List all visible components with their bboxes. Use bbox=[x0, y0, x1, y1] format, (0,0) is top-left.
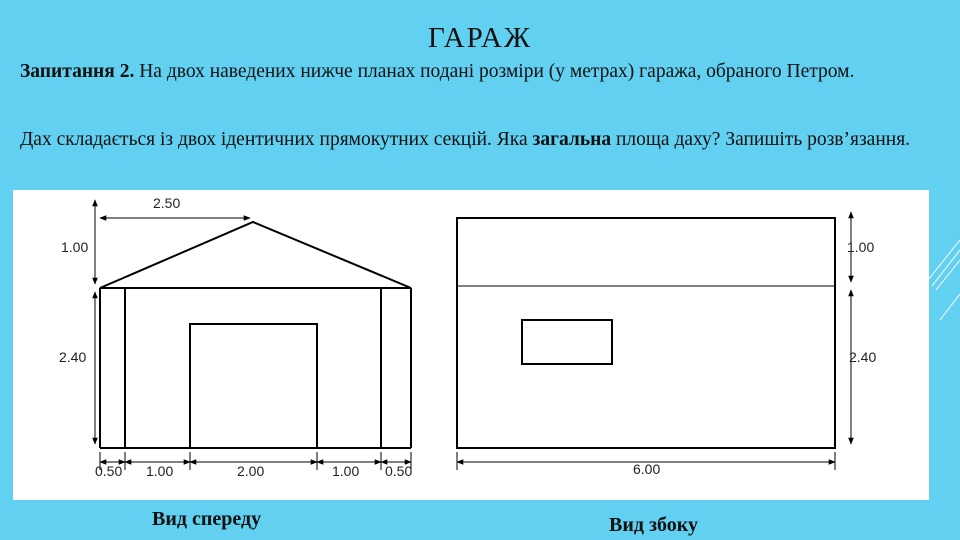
front-dim-roof-height: 1.00 bbox=[61, 239, 89, 255]
front-view-caption: Вид спереду bbox=[152, 508, 262, 530]
side-outline bbox=[457, 218, 835, 448]
roof-text-bold: загальна bbox=[532, 129, 612, 150]
front-dimension-lines bbox=[95, 200, 411, 470]
decorative-lines bbox=[928, 190, 960, 330]
front-dim-roof-width: 2.50 bbox=[153, 195, 181, 211]
front-dim-bottom-left-edge: 0.50 bbox=[95, 463, 123, 479]
front-dim-wall-height: 2.40 bbox=[59, 349, 87, 365]
front-dim-bottom-right-edge: 0.50 bbox=[385, 463, 413, 479]
side-window bbox=[522, 320, 612, 364]
question-label: Запитання 2. bbox=[20, 61, 135, 82]
front-roof-outline bbox=[100, 222, 411, 288]
front-left-wall bbox=[100, 288, 125, 448]
side-dim-wall-height: 2.40 bbox=[849, 349, 877, 365]
side-view-drawing bbox=[457, 218, 835, 448]
front-dim-bottom-left-wall: 1.00 bbox=[146, 463, 174, 479]
roof-question-paragraph bbox=[20, 126, 920, 154]
garage-door bbox=[190, 324, 317, 448]
question-paragraph bbox=[20, 58, 920, 86]
side-view-caption: Вид збоку bbox=[609, 514, 698, 536]
side-dim-roof-height: 1.00 bbox=[847, 239, 875, 255]
question-text: На двох наведених нижче планах подані розміри (у метрах) гаража, обраного Петром. bbox=[134, 61, 855, 82]
side-dimension-lines bbox=[457, 212, 851, 470]
garage-plans-figure bbox=[13, 190, 929, 500]
front-right-wall bbox=[381, 288, 411, 448]
front-view-drawing bbox=[100, 222, 411, 448]
garage-plans-drawing bbox=[13, 190, 929, 500]
page-title: ГАРАЖ bbox=[428, 22, 532, 54]
front-dim-bottom-right-wall: 1.00 bbox=[332, 463, 360, 479]
side-dim-length: 6.00 bbox=[633, 461, 661, 477]
front-dim-door-width: 2.00 bbox=[237, 463, 265, 479]
roof-text-part2: площа даху? Запишіть розв’язання. bbox=[611, 129, 911, 150]
roof-text-part1: Дах складається із двох ідентичних прямокутних секцій. Яка bbox=[20, 129, 533, 150]
